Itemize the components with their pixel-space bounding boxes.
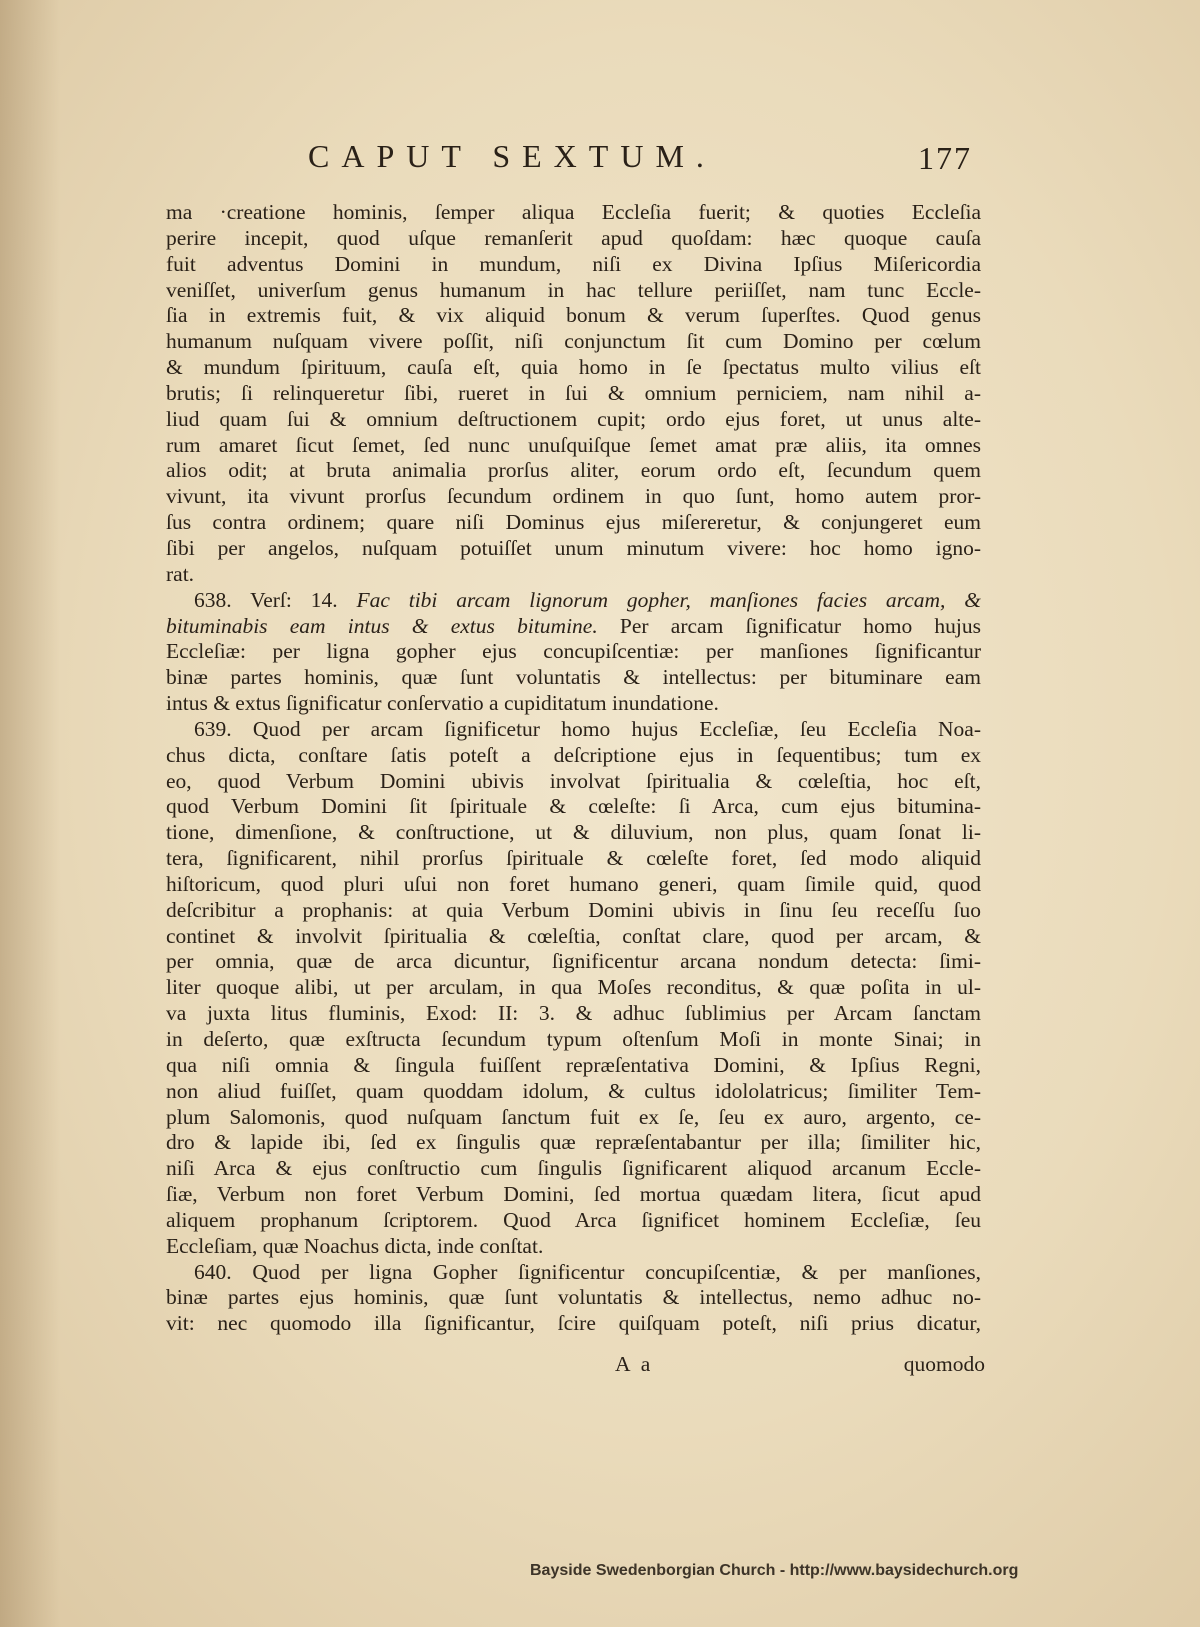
- text-line: eo, quod Verbum Domini ubivis involvat ſpiritualia & cœleſtia, hoc eſt,: [166, 768, 981, 793]
- text-line: [166, 614, 981, 640]
- italic-scripture-quote: Fac tibi arcam lignorum gopher, manſiones facies arcam, &: [356, 587, 981, 612]
- text-line: niſi Arca & ejus conſtructio cum ſingulis ſignificarent aliquod arcanum Eccle-: [166, 1156, 981, 1181]
- text-line: continet & involvit ſpiritualia & cœleſtia, conſtat clare, quod per arcam, &: [166, 923, 981, 948]
- text-line: liter quoque alibi, ut per arculam, in qua Moſes reconditus, & quæ poſita in ul-: [166, 975, 981, 1000]
- text-line: tera, ſignificarent, nihil prorſus ſpirituale & cœleſte foret, ſed modo aliquid: [166, 846, 981, 871]
- text-line: rat.: [166, 561, 195, 586]
- text-line: intus & extus ſignificatur conſervatio a cupiditatum inundatione.: [166, 691, 719, 716]
- text-line: perire incepit, quod uſque remanſerit apud quoſdam: hæc quoque cauſa: [166, 225, 981, 250]
- text-line: brutis; ſi relinqueretur ſibi, rueret in ſui & omnium perniciem, nam nihil a-: [166, 380, 981, 405]
- text-line: va juxta litus fluminis, Exod: II: 3. & adhuc ſublimius per Arcam ſanctam: [166, 1001, 981, 1026]
- text-line: ma ·creatione hominis, ſemper aliqua Eccleſia fuerit; & quoties Eccleſia: [166, 200, 981, 224]
- text-segment: Per arcam ſignificatur homo hujus: [597, 613, 981, 638]
- page-number: 177: [918, 140, 972, 176]
- italic-scripture-quote: bituminabis eam intus & extus bitumine.: [166, 613, 598, 638]
- text-line: fuit adventus Domini in mundum, niſi ex Divina Ipſius Miſericordia: [166, 251, 981, 276]
- text-line: liud quam ſui & omnium deſtructionem cupit; ordo ejus foret, ut unus alte-: [166, 406, 981, 431]
- text-line: ſia in extremis fuit, & vix aliquid bonum & verum ſuperſtes. Quod genus: [166, 303, 981, 328]
- text-line: 639. Quod per arcam ſignificetur homo hujus Eccleſiæ, ſeu Eccleſia Noa-: [194, 716, 981, 741]
- text-line: plum Salomonis, quod nuſquam ſanctum fuit ex ſe, ſeu ex auro, argento, ce-: [166, 1104, 981, 1129]
- text-line: hiſtoricum, quod pluri uſui non foret humano generi, quam ſimile quid, quod: [166, 871, 981, 896]
- text-line: 640. Quod per ligna Gopher ſignificentur concupiſcentiæ, & per manſiones,: [194, 1259, 981, 1284]
- text-line: tione, dimenſione, & conſtructione, ut & diluvium, non plus, quam ſonat li-: [166, 820, 981, 845]
- running-head: CAPUT SEXTUM.: [308, 138, 716, 174]
- text-line: ſus contra ordinem; quare niſi Dominus ejus miſereretur, & conjungeret eum: [166, 510, 981, 535]
- page-header: [300, 138, 980, 188]
- text-line: ſiæ, Verbum non foret Verbum Domini, ſed mortua quædam litera, ſicut apud: [166, 1182, 981, 1207]
- text-line: aliquem prophanum ſcriptorem. Quod Arca ſignificet hominem Eccleſiæ, ſeu: [166, 1207, 981, 1232]
- text-line: alios odit; at bruta animalia prorſus aliter, eorum ordo eſt, ſecundum quem: [166, 458, 981, 483]
- text-line: in deſerto, quæ exſtructa ſecundum typum oſtenſum Moſi in monte Sinai; in: [166, 1027, 981, 1051]
- text-line: per omnia, quæ de arca dicuntur, ſignificentur arcana nondum detecta: ſimi-: [166, 949, 981, 974]
- text-line: [166, 588, 981, 614]
- text-line: humanum nuſquam vivere poſſit, niſi conjunctum ſit cum Domino per cœlum: [166, 329, 981, 354]
- catchword: quomodo: [903, 1352, 985, 1376]
- text-line: chus dicta, conſtare ſatis poteſt a deſcriptione ejus in ſequentibus; tum ex: [166, 742, 981, 767]
- text-line: rum amaret ſicut ſemet, ſed nunc unuſquiſque ſemet amat præ aliis, ita omnes: [166, 432, 981, 457]
- text-line: ſibi per angelos, nuſquam potuiſſet unum minutum vivere: hoc homo igno-: [166, 535, 981, 560]
- text-line: binæ partes ejus hominis, quæ ſunt voluntatis & intellectus, nemo adhuc no-: [166, 1285, 981, 1310]
- watermark-text: Bayside Swedenborgian Church - http://www.baysidechurch.org: [530, 1562, 1019, 1579]
- text-line: Eccleſiæ: per ligna gopher ejus concupiſcentiæ: per manſiones ſignificantur: [166, 639, 981, 664]
- text-line: vit: nec quomodo illa ſignificantur, ſcire quiſquam poteſt, niſi prius dicatur,: [166, 1311, 981, 1336]
- page-footer: [595, 1352, 985, 1382]
- signature-mark: A a: [615, 1352, 654, 1376]
- text-line: Eccleſiam, quæ Noachus dicta, inde conſtat.: [166, 1233, 544, 1258]
- text-line: binæ partes hominis, quæ ſunt voluntatis & intellectus: per bituminare eam: [166, 665, 981, 690]
- text-line: quod Verbum Domini ſit ſpirituale & cœleſte: ſi Arca, cum ejus bitumina-: [166, 794, 981, 819]
- text-line: deſcribitur a prophanis: at quia Verbum Domini ubivis in ſinu ſeu receſſu ſuo: [166, 897, 981, 922]
- text-line: & mundum ſpirituum, cauſa eſt, quia homo in ſe ſpectatus multo vilius eſt: [166, 355, 981, 380]
- text-line: veniſſet, univerſum genus humanum in hac tellure periiſſet, nam tunc Eccle-: [166, 277, 981, 302]
- text-line: qua niſi omnia & ſingula fuiſſent repræſentativa Domini, & Ipſius Regni,: [166, 1052, 981, 1077]
- text-segment: 638. Verſ: 14.: [194, 587, 357, 612]
- text-line: vivunt, ita vivunt prorſus ſecundum ordinem in quo ſunt, homo autem pror-: [166, 484, 981, 509]
- text-line: non aliud fuiſſet, quam quoddam idolum, & cultus idololatricus; ſimiliter Tem-: [166, 1078, 981, 1103]
- body-text: [166, 200, 981, 1337]
- text-line: dro & lapide ibi, ſed ex ſingulis quæ repræſentabantur per illa; ſimiliter hic,: [166, 1130, 981, 1155]
